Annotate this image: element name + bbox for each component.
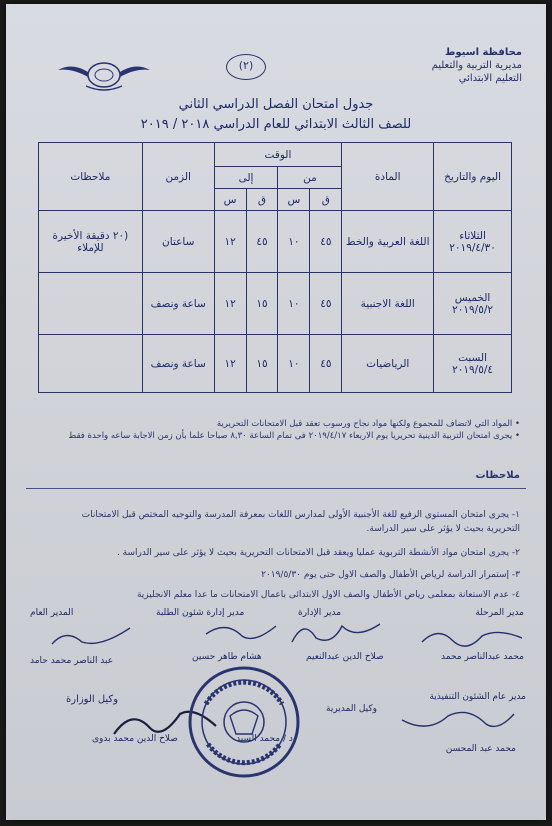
row-remarks <box>39 273 143 335</box>
row-from-s: ١٠ <box>278 273 310 335</box>
table-row <box>39 335 512 393</box>
page-number: (٢) <box>226 54 266 80</box>
row-day-date: الخميس ٢٠١٩/٥/٢ <box>434 273 512 335</box>
directorate-text: مديرية التربية والتعليم <box>431 60 522 71</box>
row-duration: ساعتان <box>142 211 214 273</box>
header-to-q: ق <box>246 189 278 211</box>
letterhead <box>432 46 522 85</box>
row-day-date: السبت ٢٠١٩/٥/٤ <box>434 335 512 393</box>
sig-title-admin: مدير الإدارة <box>298 608 342 618</box>
sig-name-exec: محمد عبد المحسن <box>445 744 516 754</box>
row-subject: اللغة الاجنبية <box>342 273 434 335</box>
emblem-logo <box>56 52 152 98</box>
row-duration: ساعة ونصف <box>142 273 214 335</box>
note-item: ٤- عدم الاستعانة بمعلمى رياض الأطفال والصف الاول الابتدائى باعمال الامتحانات ما عدا معلم الانجليزية <box>136 590 520 600</box>
department-text: التعليم الابتدائي <box>458 73 522 84</box>
exam-schedule-table <box>38 142 512 393</box>
sig-title-general: المدير العام <box>30 608 74 618</box>
note-item: • يجرى امتحان التربية الدينية تحريريا يوم الاربعاء ٢٠١٩/٤/١٧ فى تمام الساعة ٨,٣٠ صباحا علما بأن زمن الاجابة ساعه واحدة فقط <box>68 431 520 441</box>
notes-list <box>50 508 520 602</box>
row-duration: ساعة ونصف <box>142 335 214 393</box>
divider <box>26 488 526 489</box>
notes-heading: ملاحظات <box>475 470 520 481</box>
document-subtitle: للصف الثالث الابتدائي للعام الدراسي ٢٠١٨ / ٢٠١٩ <box>140 117 412 132</box>
header-from-q: ق <box>310 189 342 211</box>
signature-scribble <box>46 622 136 652</box>
row-subject: اللغة العربية والخط <box>342 211 434 273</box>
row-from-q: ٤٥ <box>310 273 342 335</box>
sig-title-stage: مدير المرحلة <box>475 608 524 618</box>
table-header-row <box>39 143 512 167</box>
row-to-s: ١٢ <box>214 335 246 393</box>
sig-name-students: هشام طاهر حسين <box>192 652 262 662</box>
official-stamp-seal <box>186 664 302 780</box>
row-subject: الرياضيات <box>342 335 434 393</box>
signature-scribble <box>418 622 528 652</box>
sig-name-stage: محمد عبدالناصر محمد <box>441 652 524 662</box>
table-row <box>39 273 512 335</box>
note-item: ٣- إستمرار الدراسة لرياض الأطفال والصف الاول حتى يوم ٢٠١٩/٥/٣٠ <box>261 570 520 580</box>
row-from-q: ٤٥ <box>310 211 342 273</box>
sig-name-admin: صلاح الدين عبدالنعيم <box>306 652 384 662</box>
document-title: جدول امتحان الفصل الدراسي الثاني <box>178 97 374 112</box>
sig-title-ministry: وكيل الوزارة <box>66 694 119 705</box>
signature-scribble <box>286 616 386 650</box>
row-from-s: ١٠ <box>278 211 310 273</box>
header-remarks: ملاحظات <box>39 143 143 211</box>
row-to-q: ٤٥ <box>246 211 278 273</box>
row-day-date: الثلاثاء ٢٠١٩/٤/٣٠ <box>434 211 512 273</box>
sig-title-exec: مدير عام الشئون التنفيذية <box>429 692 526 702</box>
sig-name-general: عبد الناصر محمد حامد <box>30 656 114 666</box>
row-remarks: (٢٠ دقيقة الأخيرة للإملاء <box>39 211 143 273</box>
header-to-s: س <box>214 189 246 211</box>
note-item: ١- يجرى امتحان المستوى الرفيع للغة الأجنبية الأولى لمدارس اللغات بمعرفة المدرسة والتوجيه المختص قبل الامتحانات التحريرية بحيث لا يؤثر على سير الدراسة. <box>81 510 520 534</box>
sig-title-students: مدير إدارة شئون الطلبة <box>156 608 245 618</box>
row-from-q: ٤٥ <box>310 335 342 393</box>
table-row <box>39 211 512 273</box>
header-subject: المادة <box>342 143 434 211</box>
header-day-date: اليوم والتاريخ <box>434 143 512 211</box>
sig-title-deputy: وكيل المديرية <box>326 704 377 714</box>
sig-name-deputy: د / محمد السيد <box>236 734 293 744</box>
row-to-q: ١٥ <box>246 273 278 335</box>
header-duration: الزمن <box>142 143 214 211</box>
row-to-q: ١٥ <box>246 335 278 393</box>
note-item: • المواد التي لاتضاف للمجموع ولكنها مواد نجاح ورسوب تعقد قبل الامتحانات التحريرية <box>216 419 520 429</box>
signature-scribble <box>398 704 518 736</box>
document-page <box>6 4 546 820</box>
header-to: إلى <box>214 167 278 189</box>
header-from: من <box>278 167 342 189</box>
row-from-s: ١٠ <box>278 335 310 393</box>
row-to-s: ١٢ <box>214 273 246 335</box>
row-to-s: ١٢ <box>214 211 246 273</box>
header-from-s: س <box>278 189 310 211</box>
header-time: الوقت <box>214 143 342 167</box>
note-item: ٢- يجرى امتحان مواد الأنشطة التربوية عمليا ويعقد قبل الامتحانات التحريرية بحيث لا يؤثر على سير الدراسة . <box>116 548 520 558</box>
governorate-text: محافظة اسيوط <box>445 47 522 58</box>
sig-name-ministry: صلاح الدين محمد بدوى <box>92 734 178 744</box>
row-remarks <box>39 335 143 393</box>
notes-top <box>40 418 520 442</box>
signature-scribble <box>202 616 282 646</box>
